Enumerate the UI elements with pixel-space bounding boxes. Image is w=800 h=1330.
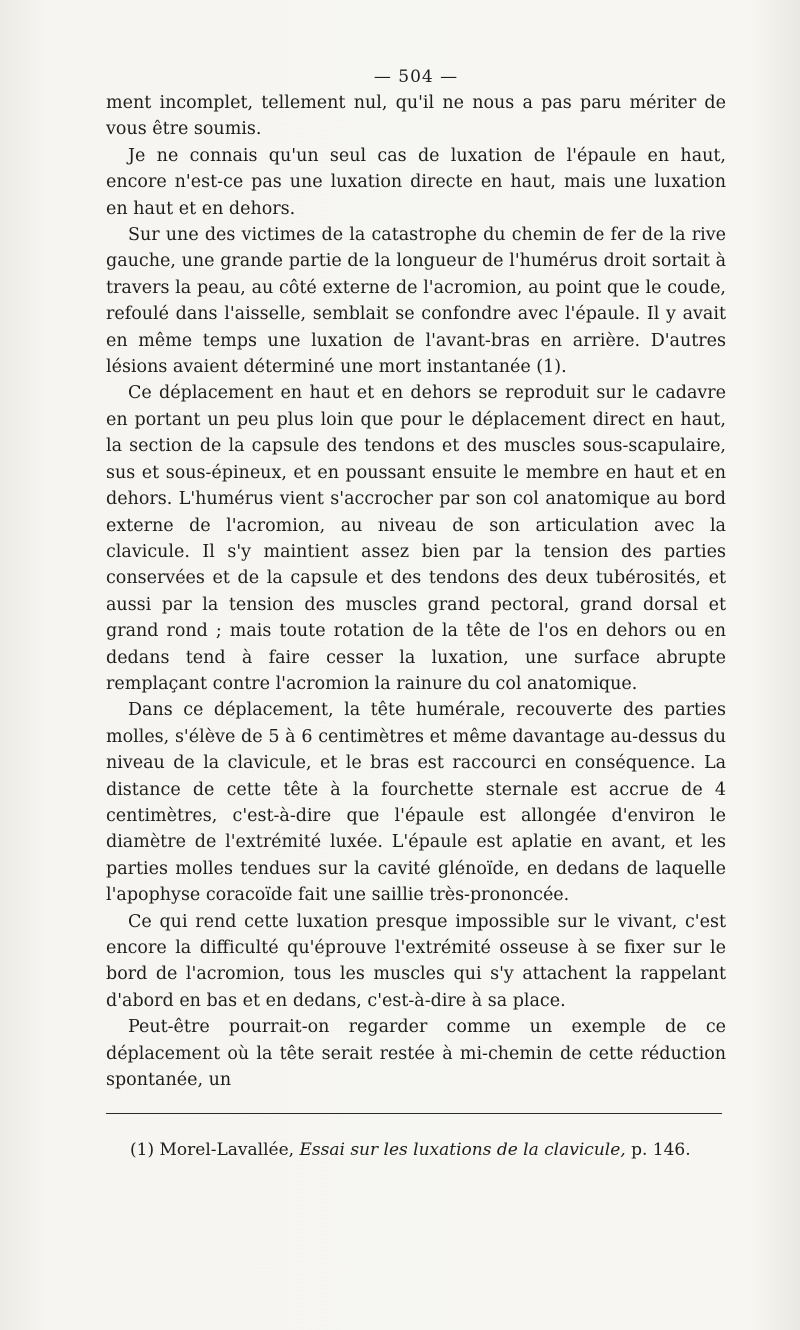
paragraph-2: Je ne connais qu'un seul cas de luxation de l'épaule en haut, encore n'est-ce pas une luxation directe en haut, mais une luxation en haut et en dehors. (106, 145, 726, 219)
footnote-page: p. 146. (631, 1140, 691, 1160)
paragraph-5: Dans ce déplacement, la tête humérale, recouverte des parties molles, s'élève de 5 à 6 centimètres et même davantage au-dessus du niveau de la clavicule, et le bras est raccourci en conséquence. La distance de cette tête à la fourchette sternale est accrue de 4 centimètres, c'est-à-dire que l'épaule est allongée d'environ le diamètre de l'extrémité luxée. L'épaule est aplatie en avant, et les parties molles tendues sur la cavité glénoïde, en dedans de laquelle l'apophyse coracoïde fait une saillie très-prononcée. (106, 700, 726, 906)
footnote-title: Essai sur les luxations de la clavicule, (299, 1140, 626, 1160)
footnote-author: Morel-Lavallée, (159, 1140, 295, 1160)
paragraph-7: Peut-être pourrait-on regarder comme un exemple de ce déplacement où la tête serait restée à mi-chemin de cette réduction spontanée, un (106, 1017, 726, 1091)
footnote-marker: (1) (130, 1140, 155, 1160)
paragraph-6: Ce qui rend cette luxation presque impossible sur le vivant, c'est encore la difficulté qu'éprouve l'extrémité osseuse à se fixer sur le bord de l'acromion, tous les muscles qui s'y attachent la rappelant d'abord en bas et en dedans, c'est-à-dire à sa place. (106, 911, 726, 1011)
footnote (130, 1137, 730, 1163)
page-number: — 504 — (373, 67, 459, 87)
paragraph-1: ment incomplet, tellement nul, qu'il ne nous a pas paru mériter de vous être soumis. (106, 93, 726, 140)
footnote-divider (106, 1113, 722, 1114)
paragraph-4: Ce déplacement en haut et en dehors se reproduit sur le cadavre en portant un peu plus loin que pour le déplacement direct en haut, la section de la capsule des tendons et des muscles sous-scapulaire, sus et sous-épineux, et en poussant ensuite le membre en haut et en dehors. L'humérus vient s'accrocher par son col anatomique au bord externe de l'acromion, au niveau de son articulation avec la clavicule. Il s'y maintient assez bien par la tension des parties conservées et de la capsule et des tendons des deux tubérosités, et aussi par la tension des muscles grand pectoral, grand dorsal et grand rond ; mais toute rotation de la tête de l'os en dehors ou en dedans tend à faire cesser la luxation, une surface abrupte remplaçant contre l'acromion la rainure du col anatomique. (106, 383, 726, 694)
paragraph-3: Sur une des victimes de la catastrophe du chemin de fer de la rive gauche, une grande partie de la longueur de l'humérus droit sortait à travers la peau, au côté externe de l'acromion, au point que le coude, refoulé dans l'aisselle, semblait se confondre avec l'épaule. Il y avait en même temps une luxation de l'avant-bras en arrière. D'autres lésions avaient déterminé une mort instantanée (1). (106, 225, 726, 378)
body-text (106, 64, 726, 1093)
